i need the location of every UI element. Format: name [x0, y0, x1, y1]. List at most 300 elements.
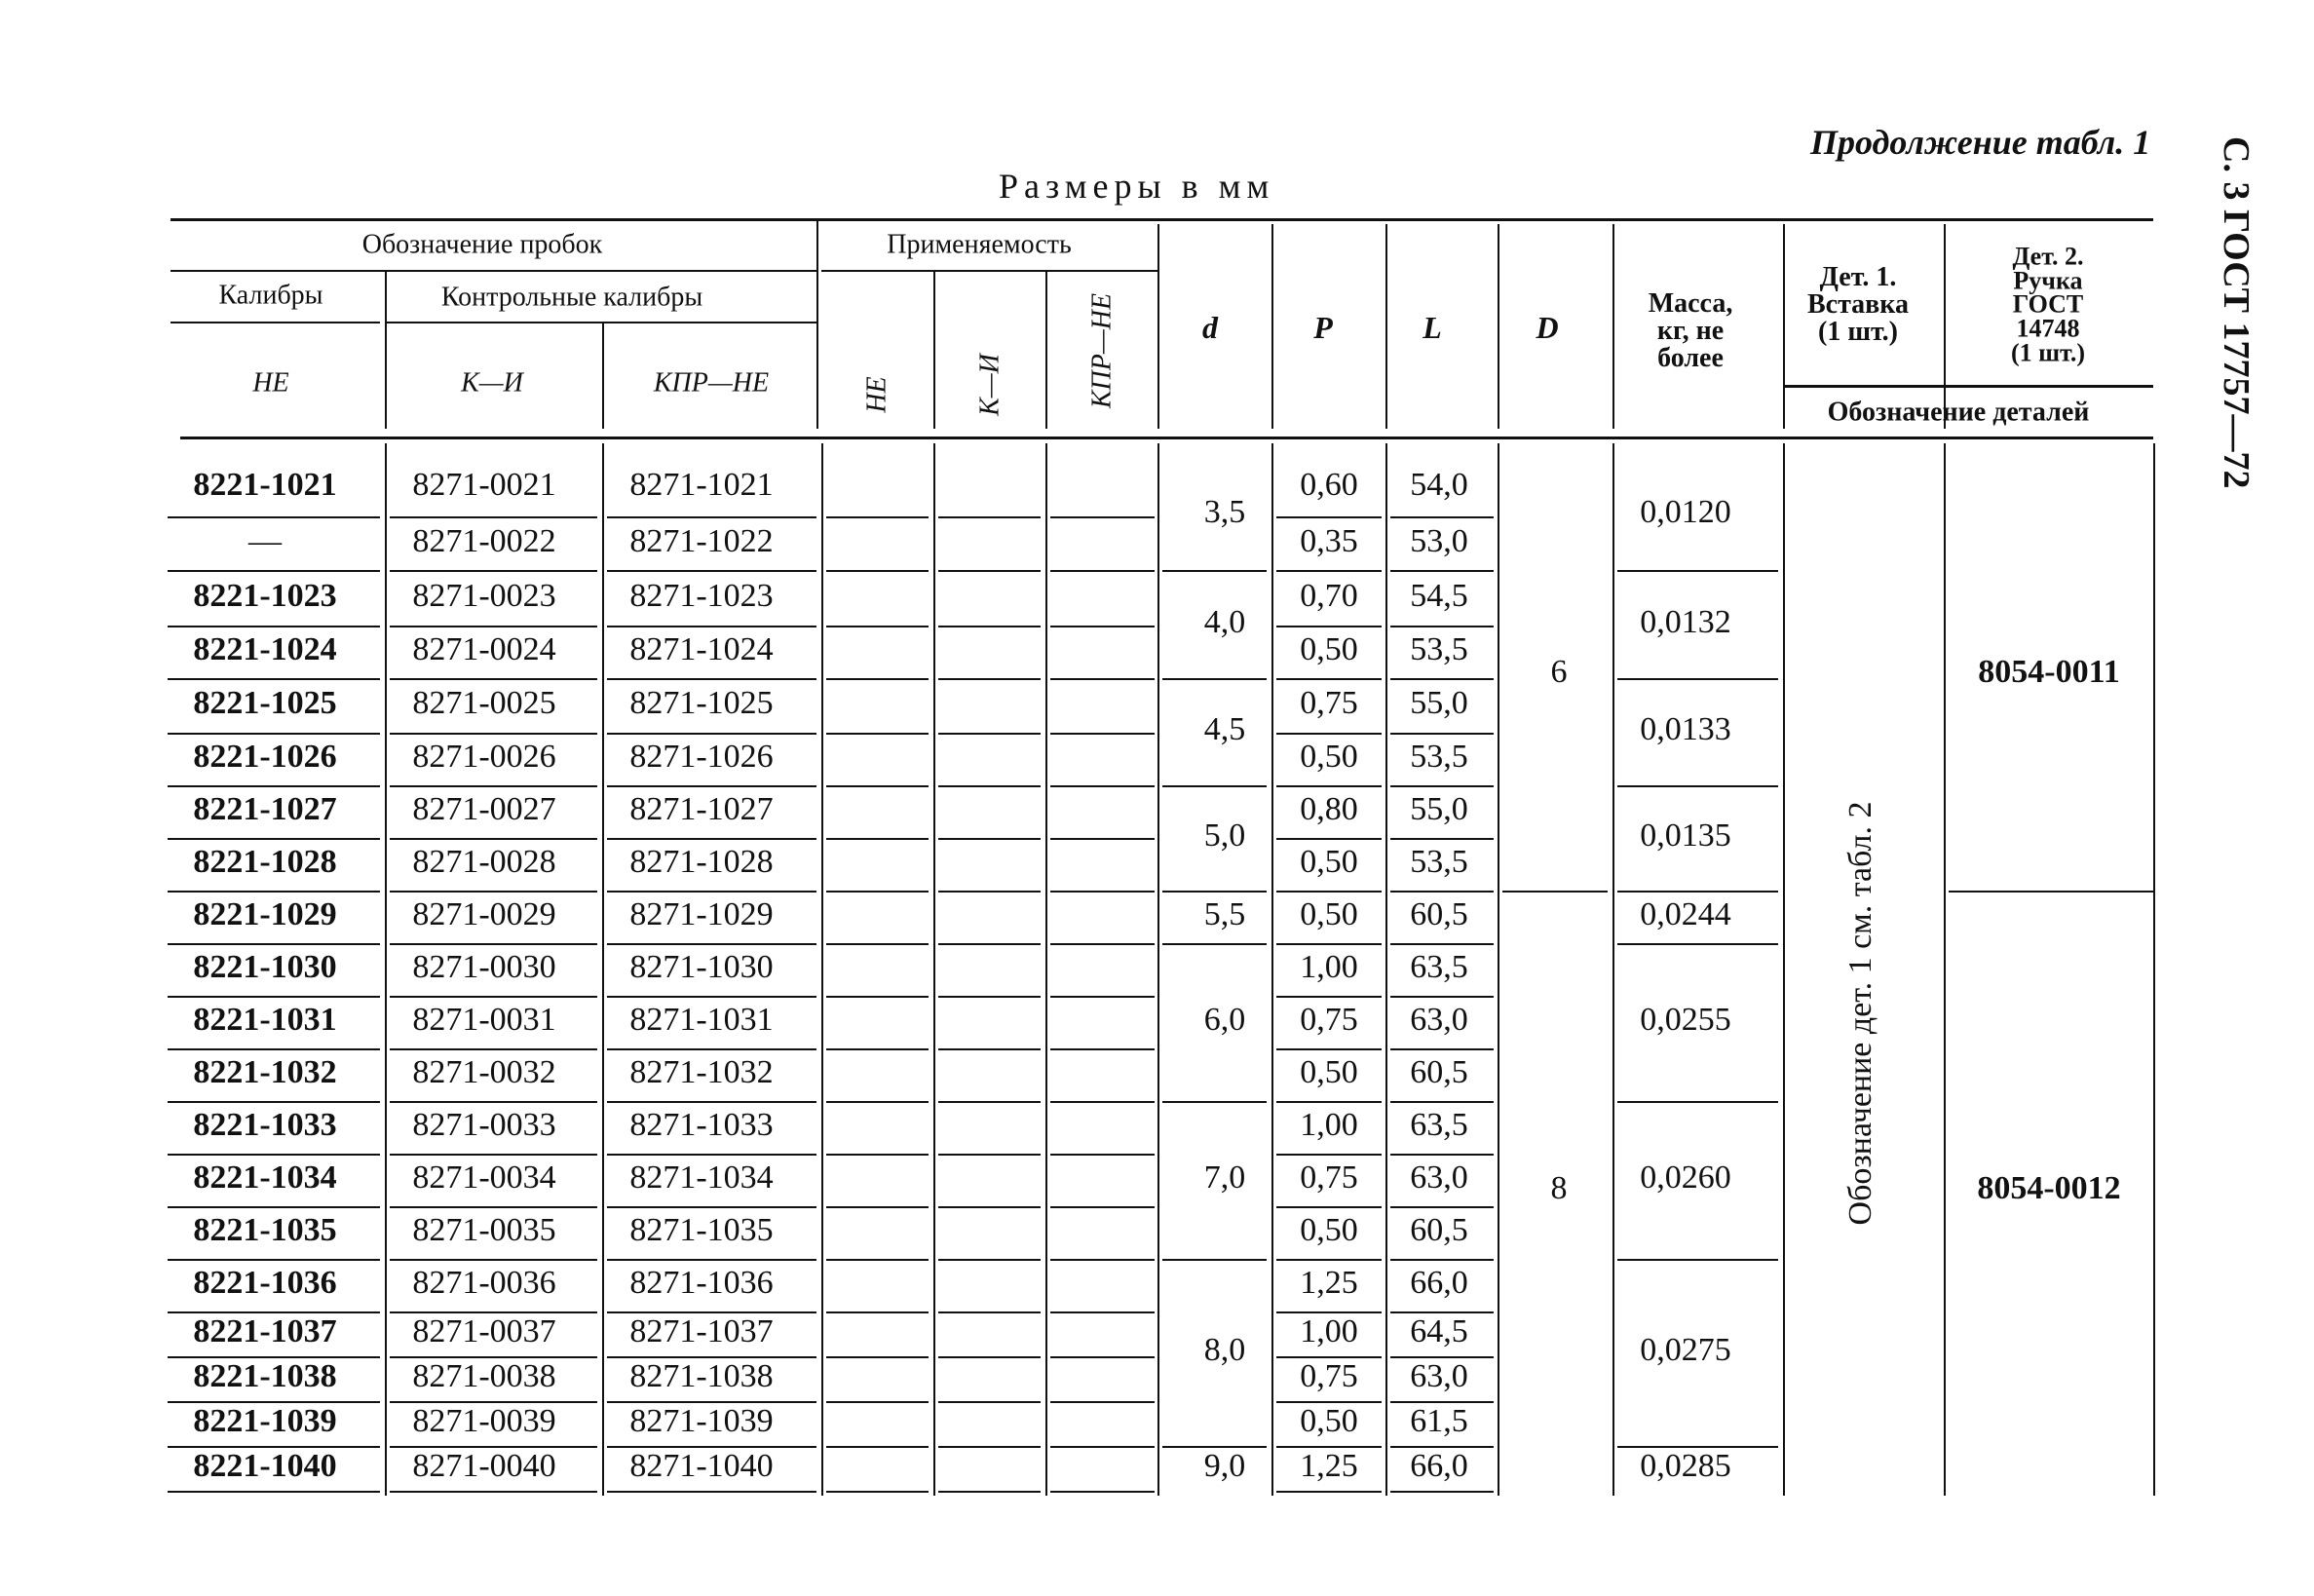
row-rule-ki: [390, 891, 597, 893]
header-applicability-underline: [821, 270, 1157, 272]
row-rule-ki: [390, 1101, 597, 1103]
row-rule-app2: [938, 943, 1041, 945]
body-divider-3: [933, 443, 935, 1496]
row-rule-l: [1390, 626, 1494, 627]
row-rule-p: [1276, 570, 1382, 572]
row-rule-app2: [938, 1356, 1041, 1358]
row-rule-kpr: [607, 733, 816, 735]
row-rule-app2: [938, 838, 1041, 840]
row-rule-app1: [826, 1154, 929, 1156]
header-divider-calibers: [385, 270, 387, 429]
row-rule-app2: [938, 678, 1041, 680]
d-group-rule: [1162, 570, 1267, 572]
header-parts-designation: Обозначение деталей: [1827, 397, 2090, 428]
row-rule-kpr: [607, 516, 816, 518]
cell-k-i: 8271-0035: [412, 1212, 556, 1248]
row-rule-app1: [826, 1446, 929, 1448]
cell-kpr-ne: 8271-1040: [629, 1448, 774, 1484]
body-divider-4: [1045, 443, 1047, 1496]
row-rule-app2: [938, 733, 1041, 735]
row-rule-app3: [1050, 838, 1155, 840]
header-p: P: [1313, 310, 1333, 346]
cell-l: 53,5: [1410, 631, 1468, 667]
row-rule-app3: [1050, 1401, 1155, 1403]
part2-group-rule: [1949, 891, 2153, 893]
cell-kpr-ne: 8271-1032: [629, 1054, 774, 1090]
row-rule-app3: [1050, 1491, 1155, 1493]
row-rule-ki: [390, 785, 597, 787]
cell-p: 0,50: [1300, 896, 1358, 932]
header-parts-rule: [1783, 385, 2153, 388]
row-rule-app3: [1050, 1259, 1155, 1261]
cell-l: 63,0: [1410, 1159, 1468, 1196]
row-rule-app2: [938, 1311, 1041, 1313]
row-rule-app2: [938, 570, 1041, 572]
row-rule-kpr: [607, 1101, 816, 1103]
row-rule-ne: [168, 570, 380, 572]
row-rule-app2: [938, 1206, 1041, 1208]
cell-p: 0,75: [1300, 685, 1358, 721]
cell-mass: 0,0285: [1640, 1448, 1731, 1484]
cell-ne: 8221-1033: [193, 1107, 337, 1143]
body-divider-1: [602, 443, 604, 1496]
cell-p: 1,25: [1300, 1265, 1358, 1301]
row-rule-ne: [168, 996, 380, 998]
mass-group-rule: [1617, 678, 1778, 680]
header-divider-app1: [933, 270, 935, 429]
cell-kpr-ne: 8271-1035: [629, 1212, 774, 1248]
header-app-kpr-ne: КПР—НЕ: [1086, 292, 1118, 409]
cell-l: 60,5: [1410, 896, 1468, 932]
cell-k-i: 8271-0033: [412, 1107, 556, 1143]
row-rule-ki: [390, 1154, 597, 1156]
cell-p: 0,50: [1300, 844, 1358, 880]
row-rule-app2: [938, 785, 1041, 787]
body-divider-7: [1385, 443, 1387, 1496]
row-rule-p: [1276, 1206, 1382, 1208]
cell-d: 5,0: [1203, 817, 1246, 854]
row-rule-p: [1276, 838, 1382, 840]
row-rule-p: [1276, 891, 1382, 893]
row-rule-kpr: [607, 678, 816, 680]
row-rule-p: [1276, 1259, 1382, 1261]
row-rule-kpr: [607, 891, 816, 893]
row-rule-ne: [168, 943, 380, 945]
cell-ne: 8221-1021: [193, 467, 337, 503]
cell-k-i: 8271-0039: [412, 1403, 556, 1439]
cell-p: 0,70: [1300, 577, 1358, 614]
cell-p: 1,00: [1300, 1313, 1358, 1349]
row-rule-ne: [168, 1154, 380, 1156]
row-rule-app1: [826, 1311, 929, 1313]
row-rule-app2: [938, 626, 1041, 627]
cell-k-i: 8271-0032: [412, 1054, 556, 1090]
row-rule-p: [1276, 516, 1382, 518]
row-rule-p: [1276, 1491, 1382, 1493]
header-kpr-ne: КПР—НЕ: [653, 367, 770, 399]
cell-l: 53,5: [1410, 844, 1468, 880]
cell-ne: 8221-1028: [193, 844, 337, 880]
mass-group-rule: [1617, 785, 1778, 787]
cell-k-i: 8271-0036: [412, 1265, 556, 1301]
row-rule-l: [1390, 678, 1494, 680]
cell-k-i: 8271-0038: [412, 1358, 556, 1394]
continuation-label: Продолжение табл. 1: [1810, 123, 2151, 162]
row-rule-app3: [1050, 996, 1155, 998]
cell-p: 0,35: [1300, 522, 1358, 559]
row-rule-app3: [1050, 1048, 1155, 1050]
header-mass: Масса, кг, не более: [1648, 288, 1733, 373]
row-rule-kpr: [607, 1154, 816, 1156]
header-part2: Дет. 2. Ручка ГОСТ 14748 (1 шт.): [2010, 242, 2086, 367]
cell-d: 3,5: [1203, 493, 1246, 530]
cell-kpr-ne: 8271-1038: [629, 1358, 774, 1394]
mass-group-rule: [1617, 570, 1778, 572]
row-rule-app1: [826, 891, 929, 893]
body-divider-5: [1157, 443, 1159, 1496]
row-rule-p: [1276, 785, 1382, 787]
cell-p: 0,75: [1300, 1002, 1358, 1038]
row-rule-ne: [168, 733, 380, 735]
row-rule-l: [1390, 838, 1494, 840]
cell-kpr-ne: 8271-1022: [629, 522, 774, 559]
header-divider-designation: [816, 218, 818, 429]
row-rule-p: [1276, 996, 1382, 998]
mass-group-rule: [1617, 1259, 1778, 1261]
row-rule-app2: [938, 1154, 1041, 1156]
cell-p: 1,00: [1300, 949, 1358, 985]
row-rule-app3: [1050, 733, 1155, 735]
cell-part1-note: Обозначение дет. 1 см. табл. 2: [1842, 801, 1878, 1226]
row-rule-ki: [390, 1259, 597, 1261]
cell-l: 54,0: [1410, 467, 1468, 503]
header-divider-app2: [1045, 270, 1047, 429]
row-rule-ki: [390, 678, 597, 680]
cell-d: 4,0: [1203, 603, 1246, 640]
row-rule-ki: [390, 996, 597, 998]
header-d: d: [1202, 310, 1218, 346]
cell-kpr-ne: 8271-1026: [629, 739, 774, 775]
cell-mass: 0,0255: [1640, 1002, 1731, 1038]
cell-l: 63,0: [1410, 1002, 1468, 1038]
units-caption: Размеры в мм: [999, 167, 1275, 206]
row-rule-ki: [390, 1048, 597, 1050]
cell-k-i: 8271-0023: [412, 577, 556, 614]
cell-k-i: 8271-0040: [412, 1448, 556, 1484]
row-rule-p: [1276, 943, 1382, 945]
header-control-underline: [385, 322, 816, 323]
header-calibers-underline: [171, 322, 380, 323]
cell-p: 0,50: [1300, 1054, 1358, 1090]
row-rule-ne: [168, 785, 380, 787]
row-rule-ne: [168, 1259, 380, 1261]
header-l: L: [1423, 310, 1442, 346]
row-rule-app2: [938, 996, 1041, 998]
mass-group-rule: [1617, 891, 1778, 893]
header-divider-col-0: [1271, 224, 1273, 429]
cell-l: 66,0: [1410, 1448, 1468, 1484]
cell-k-i: 8271-0034: [412, 1159, 556, 1196]
body-divider-9: [1612, 443, 1614, 1496]
cell-d: 5,5: [1203, 896, 1246, 932]
row-rule-l: [1390, 1048, 1494, 1050]
d-group-rule: [1162, 1101, 1267, 1103]
cell-ne: 8221-1027: [193, 791, 337, 827]
header-divider-control: [602, 322, 604, 429]
d-group-rule: [1162, 678, 1267, 680]
row-rule-ki: [390, 1491, 597, 1493]
cell-kpr-ne: 8271-1028: [629, 844, 774, 880]
cell-d: 8,0: [1203, 1332, 1246, 1368]
header-divider-col-1: [1385, 224, 1387, 429]
row-rule-ne: [168, 838, 380, 840]
row-rule-app1: [826, 1401, 929, 1403]
cell-kpr-ne: 8271-1023: [629, 577, 774, 614]
header-applicability-group: Применяемость: [887, 229, 1072, 260]
cell-l: 61,5: [1410, 1403, 1468, 1439]
row-rule-app1: [826, 678, 929, 680]
cell-part2: 8054-0011: [1978, 654, 2120, 690]
header-divider-col-2: [1498, 224, 1499, 429]
cell-d: 4,5: [1203, 711, 1246, 747]
cell-ne: 8221-1025: [193, 685, 337, 721]
row-rule-kpr: [607, 1491, 816, 1493]
cell-l: 63,0: [1410, 1358, 1468, 1394]
row-rule-kpr: [607, 785, 816, 787]
cell-l: 53,5: [1410, 739, 1468, 775]
row-rule-kpr: [607, 1259, 816, 1261]
cell-p: 0,75: [1300, 1358, 1358, 1394]
cell-ne: 8221-1030: [193, 949, 337, 985]
row-rule-app2: [938, 1048, 1041, 1050]
row-rule-ne: [168, 516, 380, 518]
header-bottom-rule: [180, 437, 2153, 439]
cell-kpr-ne: 8271-1030: [629, 949, 774, 985]
row-rule-ki: [390, 570, 597, 572]
cell-k-i: 8271-0024: [412, 631, 556, 667]
d-group-rule: [1162, 943, 1267, 945]
cell-p: 1,25: [1300, 1448, 1358, 1484]
cell-D: 6: [1550, 654, 1568, 690]
header-calibers: Калибры: [218, 280, 323, 311]
row-rule-l: [1390, 1101, 1494, 1103]
row-rule-app1: [826, 785, 929, 787]
body-divider-2: [821, 443, 823, 1496]
row-rule-app3: [1050, 1446, 1155, 1448]
row-rule-l: [1390, 891, 1494, 893]
cell-mass: 0,0275: [1640, 1332, 1731, 1368]
header-part1: Дет. 1. Вставка (1 шт.): [1806, 262, 1910, 347]
cell-k-i: 8271-0031: [412, 1002, 556, 1038]
cell-p: 0,50: [1300, 1212, 1358, 1248]
cell-ne: 8221-1038: [193, 1358, 337, 1394]
row-rule-l: [1390, 996, 1494, 998]
header-divider-app3: [1157, 224, 1159, 429]
D-group-rule: [1502, 891, 1608, 893]
header-divider-col-4: [1783, 224, 1785, 429]
row-rule-ne: [168, 1048, 380, 1050]
row-rule-app3: [1050, 891, 1155, 893]
row-rule-app2: [938, 1491, 1041, 1493]
header-designation-group: Обозначение пробок: [361, 229, 603, 260]
row-rule-ne: [168, 626, 380, 627]
row-rule-ne: [168, 678, 380, 680]
cell-d: 9,0: [1203, 1448, 1246, 1484]
cell-mass: 0,0260: [1640, 1159, 1731, 1196]
row-rule-ne: [168, 1491, 380, 1493]
row-rule-app1: [826, 626, 929, 627]
body-divider-10: [1783, 443, 1785, 1496]
mass-group-rule: [1617, 1101, 1778, 1103]
row-rule-l: [1390, 733, 1494, 735]
row-rule-app3: [1050, 1101, 1155, 1103]
cell-p: 0,50: [1300, 631, 1358, 667]
cell-ne: 8221-1034: [193, 1159, 337, 1196]
row-rule-app3: [1050, 943, 1155, 945]
cell-mass: 0,0133: [1640, 711, 1731, 747]
cell-ne: 8221-1023: [193, 577, 337, 614]
row-rule-app1: [826, 838, 929, 840]
row-rule-p: [1276, 1048, 1382, 1050]
row-rule-l: [1390, 785, 1494, 787]
row-rule-app3: [1050, 785, 1155, 787]
row-rule-ki: [390, 626, 597, 627]
cell-kpr-ne: 8271-1027: [629, 791, 774, 827]
cell-mass: 0,0244: [1640, 896, 1731, 932]
cell-ne: 8221-1029: [193, 896, 337, 932]
cell-ne: 8221-1035: [193, 1212, 337, 1248]
cell-k-i: 8271-0026: [412, 739, 556, 775]
row-rule-kpr: [607, 1048, 816, 1050]
header-app-k-i: К—И: [974, 354, 1005, 416]
cell-p: 0,50: [1300, 739, 1358, 775]
row-rule-app1: [826, 996, 929, 998]
d-group-rule: [1162, 1259, 1267, 1261]
row-rule-l: [1390, 1491, 1494, 1493]
row-rule-app2: [938, 1401, 1041, 1403]
row-rule-app3: [1050, 626, 1155, 627]
cell-l: 60,5: [1410, 1054, 1468, 1090]
cell-ne: 8221-1026: [193, 739, 337, 775]
row-rule-app3: [1050, 570, 1155, 572]
row-rule-ki: [390, 1206, 597, 1208]
row-rule-kpr: [607, 626, 816, 627]
row-rule-kpr: [607, 570, 816, 572]
cell-ne: 8221-1032: [193, 1054, 337, 1090]
body-divider-11: [1944, 443, 1946, 1496]
cell-l: 55,0: [1410, 791, 1468, 827]
cell-l: 54,5: [1410, 577, 1468, 614]
row-rule-ki: [390, 733, 597, 735]
row-rule-ne: [168, 891, 380, 893]
row-rule-l: [1390, 1154, 1494, 1156]
cell-d: 6,0: [1203, 1002, 1246, 1038]
row-rule-kpr: [607, 1206, 816, 1208]
body-divider-0: [385, 443, 387, 1496]
cell-k-i: 8271-0030: [412, 949, 556, 985]
row-rule-p: [1276, 626, 1382, 627]
row-rule-p: [1276, 1101, 1382, 1103]
cell-p: 0,50: [1300, 1403, 1358, 1439]
cell-ne: 8221-1039: [193, 1403, 337, 1439]
cell-p: 1,00: [1300, 1107, 1358, 1143]
cell-k-i: 8271-0029: [412, 896, 556, 932]
cell-ne: —: [248, 522, 282, 559]
cell-mass: 0,0135: [1640, 817, 1731, 854]
cell-k-i: 8271-0027: [412, 791, 556, 827]
row-rule-p: [1276, 733, 1382, 735]
header-app-ne: НЕ: [861, 376, 892, 413]
cell-d: 7,0: [1203, 1159, 1246, 1196]
header-k-i: К—И: [461, 367, 523, 399]
row-rule-app1: [826, 1048, 929, 1050]
cell-k-i: 8271-0021: [412, 467, 556, 503]
row-rule-app1: [826, 943, 929, 945]
header-control-calibers: Контрольные калибры: [440, 282, 703, 313]
header-D: D: [1536, 310, 1559, 346]
row-rule-app3: [1050, 678, 1155, 680]
cell-ne: 8221-1040: [193, 1448, 337, 1484]
row-rule-app1: [826, 1491, 929, 1493]
d-group-rule: [1162, 785, 1267, 787]
row-rule-kpr: [607, 838, 816, 840]
cell-mass: 0,0132: [1640, 603, 1731, 640]
body-divider-8: [1498, 443, 1499, 1496]
cell-kpr-ne: 8271-1021: [629, 467, 774, 503]
row-rule-kpr: [607, 943, 816, 945]
row-rule-app3: [1050, 1154, 1155, 1156]
row-rule-l: [1390, 570, 1494, 572]
cell-k-i: 8271-0028: [412, 844, 556, 880]
body-divider-6: [1271, 443, 1273, 1496]
cell-kpr-ne: 8271-1036: [629, 1265, 774, 1301]
row-rule-app1: [826, 516, 929, 518]
header-divider-col-5: [1944, 224, 1946, 429]
cell-l: 53,0: [1410, 522, 1468, 559]
header-top-rule: [171, 218, 2153, 221]
cell-l: 55,0: [1410, 685, 1468, 721]
cell-ne: 8221-1036: [193, 1265, 337, 1301]
row-rule-ki: [390, 516, 597, 518]
row-rule-app2: [938, 1101, 1041, 1103]
row-rule-app2: [938, 1259, 1041, 1261]
cell-k-i: 8271-0037: [412, 1313, 556, 1349]
cell-l: 60,5: [1410, 1212, 1468, 1248]
cell-p: 0,75: [1300, 1159, 1358, 1196]
header-designation-underline: [171, 270, 816, 272]
cell-D: 8: [1550, 1170, 1568, 1206]
row-rule-app2: [938, 891, 1041, 893]
row-rule-app3: [1050, 1206, 1155, 1208]
cell-k-i: 8271-0025: [412, 685, 556, 721]
cell-k-i: 8271-0022: [412, 522, 556, 559]
cell-l: 63,5: [1410, 949, 1468, 985]
row-rule-ki: [390, 838, 597, 840]
row-rule-app1: [826, 570, 929, 572]
row-rule-app3: [1050, 516, 1155, 518]
cell-kpr-ne: 8271-1034: [629, 1159, 774, 1196]
cell-ne: 8221-1024: [193, 631, 337, 667]
row-rule-p: [1276, 678, 1382, 680]
standard-side-label: С. 3 ГОСТ 17757—72: [2216, 136, 2257, 489]
cell-l: 64,5: [1410, 1313, 1468, 1349]
d-group-rule: [1162, 891, 1267, 893]
cell-l: 66,0: [1410, 1265, 1468, 1301]
row-rule-app1: [826, 1101, 929, 1103]
cell-mass: 0,0120: [1640, 493, 1731, 530]
row-rule-l: [1390, 1259, 1494, 1261]
cell-kpr-ne: 8271-1033: [629, 1107, 774, 1143]
